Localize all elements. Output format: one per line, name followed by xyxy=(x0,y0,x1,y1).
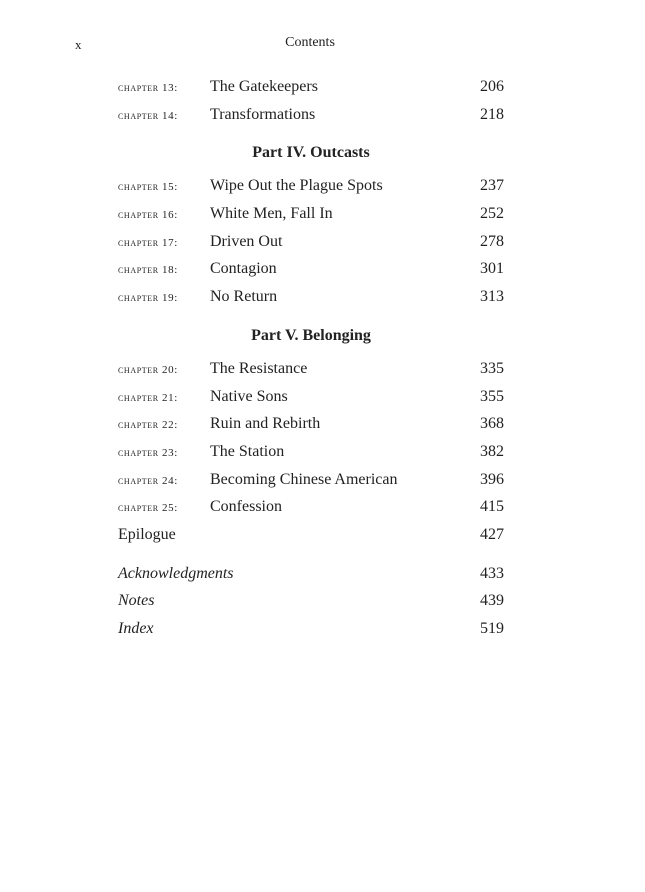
page-reference: 368 xyxy=(480,415,504,433)
chapter-label: chapter 20: xyxy=(118,363,178,376)
page-reference: 519 xyxy=(480,620,504,637)
chapter-title: The Gatekeepers xyxy=(210,78,318,95)
chapter-label: chapter 16: xyxy=(118,209,178,222)
chapter-label: chapter 14: xyxy=(118,109,178,122)
page-reference: 252 xyxy=(480,205,504,223)
page-reference: 382 xyxy=(480,442,504,460)
toc-entry[interactable] xyxy=(118,493,504,521)
toc-entry[interactable] xyxy=(118,101,504,129)
epilogue-title: Epilogue xyxy=(118,525,176,543)
chapter-label: chapter 13: xyxy=(118,82,178,94)
toc-entry-acknowledgments[interactable] xyxy=(118,560,504,588)
page-reference: 301 xyxy=(480,260,504,278)
page-reference: 433 xyxy=(480,564,504,582)
page-reference: 218 xyxy=(480,105,504,123)
chapter-title: The Resistance xyxy=(210,359,308,377)
page-reference: 278 xyxy=(480,232,504,250)
back-matter-title: Acknowledgments xyxy=(118,564,234,582)
page-reference: 313 xyxy=(480,288,504,306)
chapter-title: Becoming Chinese American xyxy=(210,470,398,488)
chapter-label: chapter 15: xyxy=(118,181,178,194)
toc-entry[interactable] xyxy=(118,172,504,200)
running-title: Contents xyxy=(285,35,335,50)
toc-entry-index[interactable] xyxy=(118,615,504,643)
chapter-title: Ruin and Rebirth xyxy=(210,415,321,433)
toc-entry-notes[interactable] xyxy=(118,587,504,615)
page-reference: 415 xyxy=(480,498,504,516)
page-reference: 427 xyxy=(480,525,504,543)
toc-entry[interactable] xyxy=(118,355,504,383)
chapter-title: White Men, Fall In xyxy=(210,205,333,223)
toc-entry[interactable] xyxy=(118,383,504,411)
chapter-label: chapter 24: xyxy=(118,474,178,487)
section-gap xyxy=(118,549,504,560)
chapter-label: chapter 25: xyxy=(118,502,178,515)
chapter-title: Native Sons xyxy=(210,387,288,405)
page-reference: 335 xyxy=(480,359,504,377)
chapter-title: Transformations xyxy=(210,105,316,123)
page-reference: 237 xyxy=(480,177,504,195)
toc-entry[interactable] xyxy=(118,200,504,228)
chapter-label: chapter 19: xyxy=(118,292,178,305)
page-reference: 396 xyxy=(480,470,504,488)
toc-entry[interactable] xyxy=(118,438,504,466)
chapter-title: No Return xyxy=(210,288,278,306)
toc-entry[interactable] xyxy=(118,73,504,101)
toc-entry[interactable] xyxy=(118,228,504,256)
chapter-title: Contagion xyxy=(210,260,277,278)
toc-entry[interactable] xyxy=(118,255,504,283)
toc-entry[interactable] xyxy=(118,283,504,311)
page-number: x xyxy=(75,37,82,52)
chapter-title: Confession xyxy=(210,498,282,516)
running-head xyxy=(0,35,645,55)
page-reference: 439 xyxy=(480,592,504,610)
page-reference: 206 xyxy=(480,78,504,95)
chapter-title: The Station xyxy=(210,442,285,460)
chapter-label: chapter 22: xyxy=(118,419,178,432)
page-reference: 355 xyxy=(480,387,504,405)
back-matter-title: Notes xyxy=(118,592,155,610)
toc-entry-epilogue[interactable] xyxy=(118,521,504,549)
table-of-contents xyxy=(118,73,504,643)
chapter-label: chapter 18: xyxy=(118,264,178,277)
chapter-title: Wipe Out the Plague Spots xyxy=(210,177,383,195)
toc-entry[interactable] xyxy=(118,466,504,494)
chapter-label: chapter 21: xyxy=(118,391,178,404)
part-heading: Part V. Belonging xyxy=(251,326,371,344)
part-heading: Part IV. Outcasts xyxy=(252,144,370,162)
back-matter-title: Index xyxy=(118,620,154,637)
chapter-label: chapter 17: xyxy=(118,236,178,249)
toc-entry[interactable] xyxy=(118,410,504,438)
chapter-title: Driven Out xyxy=(210,232,283,250)
chapter-label: chapter 23: xyxy=(118,446,178,459)
